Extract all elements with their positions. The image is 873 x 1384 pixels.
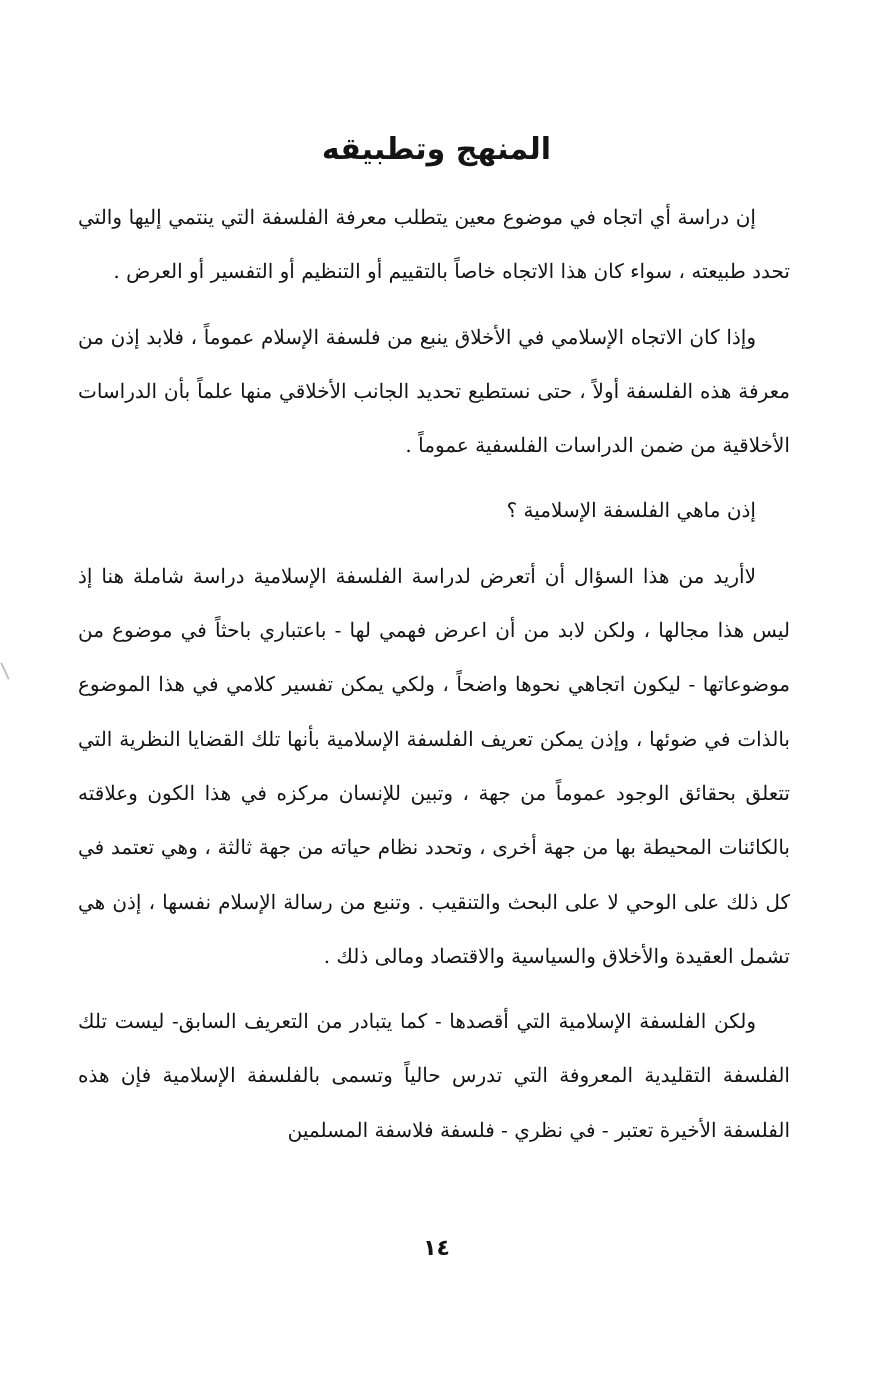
section-title: المنهج وتطبيقه xyxy=(321,132,552,167)
scan-edge-mark xyxy=(0,662,9,679)
paragraph-1: إن دراسة أي اتجاه في موضوع معين يتطلب معرفة الفلسفة التي ينتمي إليها والتي تحدد طبيعته ، سواء كان هذا الاتجاه خاصاً بالتقييم أو التنظيم أو التفسير أو العرض . xyxy=(78,205,790,284)
body-text xyxy=(78,190,790,1168)
paragraph-5: ولكن الفلسفة الإسلامية التي أقصدها - كما يتبادر من التعريف السابق- ليست تلك الفلسفة التقليدية المعروفة التي تدرس حالياً وتسمى بالفلسفة الإسلامية فإن هذه الفلسفة الأخيرة تعتبر - في نظري - فلسفة فلاسفة المسلمين xyxy=(78,1009,790,1142)
page-number: ١٤ xyxy=(423,1236,450,1261)
paragraph-3-question: إذن ماهي الفلسفة الإسلامية ؟ xyxy=(506,498,756,523)
paragraph-2: وإذا كان الاتجاه الإسلامي في الأخلاق ينبع من فلسفة الإسلام عموماً ، فلابد إذن من معرفة هذه الفلسفة أولاً ، حتى نستطيع تحديد الجانب الأخلاقي منها علماً بأن الدراسات الأخلاقية من ضمن الدراسات الفلسفية عموماً . xyxy=(78,324,790,458)
paragraph-4: لاأريد من هذا السؤال أن أتعرض لدراسة الفلسفة الإسلامية دراسة شاملة هنا إذ ليس هذا مجالها ، ولكن لابد من أن اعرض فهمي لها - باعتباري باحثاً في موضوع من موضوعاتها - ليكون اتجاهي نحوها واضحاً ، ولكي يمكن تفسير كلامي في هذا الموضوع بالذات في ضوئها ، وإذن يمكن تعريف الفلسفة الإسلامية بأنها تلك القضايا النظرية التي تتعلق بحقائق الوجود عموماً من جهة ، وتبين للإنسان مركزه في هذا الكون وعلاقته بالكائنات المحيطة بها من جهة أخرى ، وتحدد نظام حياته من جهة ثالثة ، وهي تعتمد في كل ذلك على الوحي لا على البحث والتنقيب . وتنبع من رسالة الإسلام نفسها ، إذن هي تشمل العقيدة والأخلاق والسياسية والاقتصاد ومالى ذلك . xyxy=(78,563,790,968)
